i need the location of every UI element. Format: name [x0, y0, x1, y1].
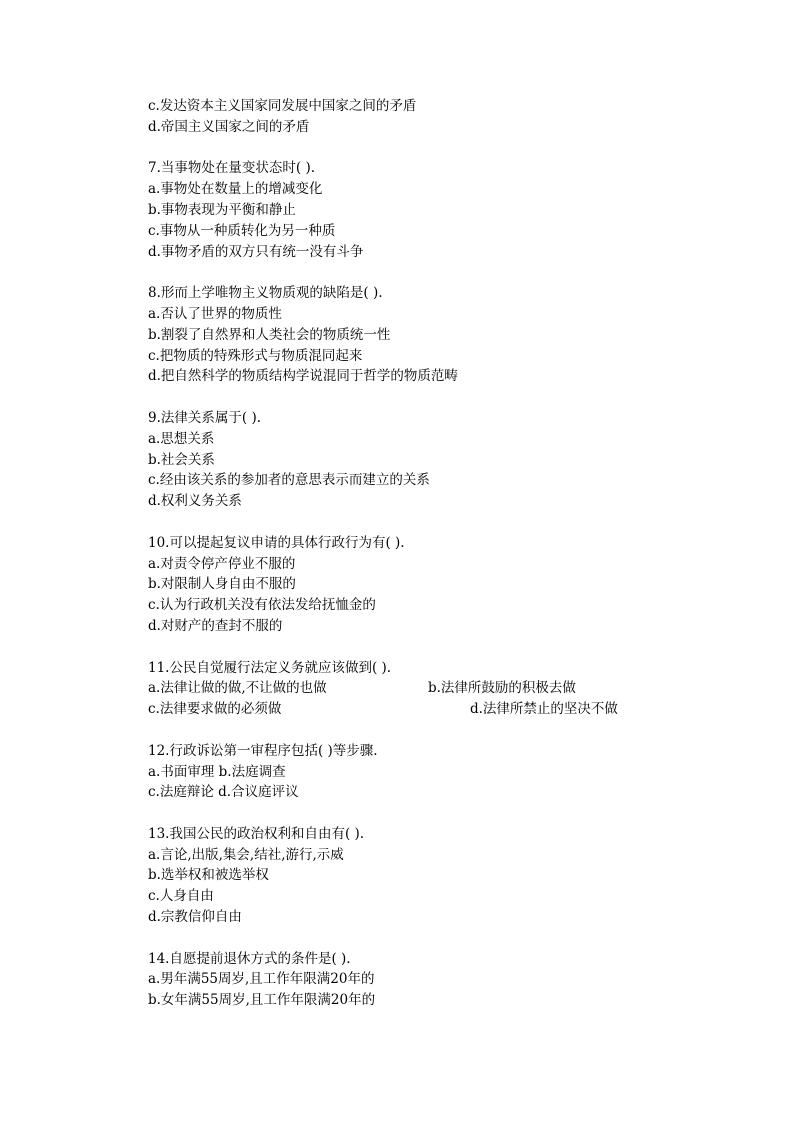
option-c: c.法律要求做的必须做 — [148, 701, 282, 718]
option-text: d.帝国主义国家之间的矛盾 — [148, 118, 310, 135]
option-row — [148, 678, 708, 699]
option-b: b.选举权和被选举权 — [148, 867, 269, 884]
option-b: b.女年满55周岁,且工作年限满20年的 — [148, 992, 376, 1009]
option-d: d.把自然科学的物质结构学说混同于哲学的物质范畴 — [148, 368, 458, 385]
question-7 — [148, 158, 708, 262]
option-b: b.事物表现为平衡和静止 — [148, 201, 296, 218]
option-d: d.法律所禁止的坚决不做 — [470, 701, 618, 718]
option-a: a.事物处在数量上的增减变化 — [148, 181, 323, 198]
option-d: d.宗教信仰自由 — [148, 909, 242, 926]
option-c: c.认为行政机关没有依法发给抚恤金的 — [148, 597, 376, 614]
option-c: c.事物从一种质转化为另一种质 — [148, 222, 336, 239]
question-stem: 7.当事物处在量变状态时( ). — [148, 160, 315, 177]
option-c: c.人身自由 — [148, 888, 214, 905]
option-a: a.男年满55周岁,且工作年限满20年的 — [148, 971, 375, 988]
option-b: b.社会关系 — [148, 451, 215, 468]
option-row: a.书面审理 b.法庭调查 — [148, 763, 286, 780]
option-c: c.把物质的特殊形式与物质混同起来 — [148, 347, 363, 364]
carryover-options — [148, 96, 708, 138]
option-a: a.法律让做的做,不让做的也做 — [148, 680, 327, 697]
document-page — [148, 96, 708, 1011]
option-d: d.对财产的查封不服的 — [148, 617, 283, 634]
question-14 — [148, 949, 708, 1011]
question-13 — [148, 824, 708, 928]
option-d: d.事物矛盾的双方只有统一没有斗争 — [148, 243, 364, 260]
question-12 — [148, 741, 708, 803]
option-b: b.对限制人身自由不服的 — [148, 576, 296, 593]
option-a: a.言论,出版,集会,结社,游行,示威 — [148, 846, 344, 863]
option-b: b.法律所鼓励的积极去做 — [428, 680, 576, 697]
question-9 — [148, 408, 708, 512]
question-11 — [148, 658, 708, 720]
question-stem: 10.可以提起复议申请的具体行政行为有( ). — [148, 534, 405, 551]
question-stem: 14.自愿提前退休方式的条件是( ). — [148, 950, 351, 967]
option-a: a.对责令停产停业不服的 — [148, 555, 296, 572]
option-row — [148, 699, 708, 720]
option-row: c.法庭辩论 d.合议庭评议 — [148, 784, 299, 801]
option-b: b.割裂了自然界和人类社会的物质统一性 — [148, 326, 391, 343]
question-stem: 11.公民自觉履行法定义务就应该做到( ). — [148, 659, 392, 676]
question-8 — [148, 283, 708, 387]
option-c: c.经由该关系的参加者的意思表示而建立的关系 — [148, 472, 430, 489]
question-10 — [148, 533, 708, 637]
question-stem: 12.行政诉讼第一审程序包括( )等步骤. — [148, 742, 378, 759]
option-d: d.权利义务关系 — [148, 493, 242, 510]
question-stem: 9.法律关系属于( ). — [148, 409, 261, 426]
question-stem: 8.形而上学唯物主义物质观的缺陷是( ). — [148, 285, 383, 302]
question-stem: 13.我国公民的政治权利和自由有( ). — [148, 825, 365, 842]
option-text: c.发达资本主义国家同发展中国家之间的矛盾 — [148, 98, 417, 114]
option-a: a.思想关系 — [148, 430, 215, 447]
option-a: a.否认了世界的物质性 — [148, 305, 282, 322]
